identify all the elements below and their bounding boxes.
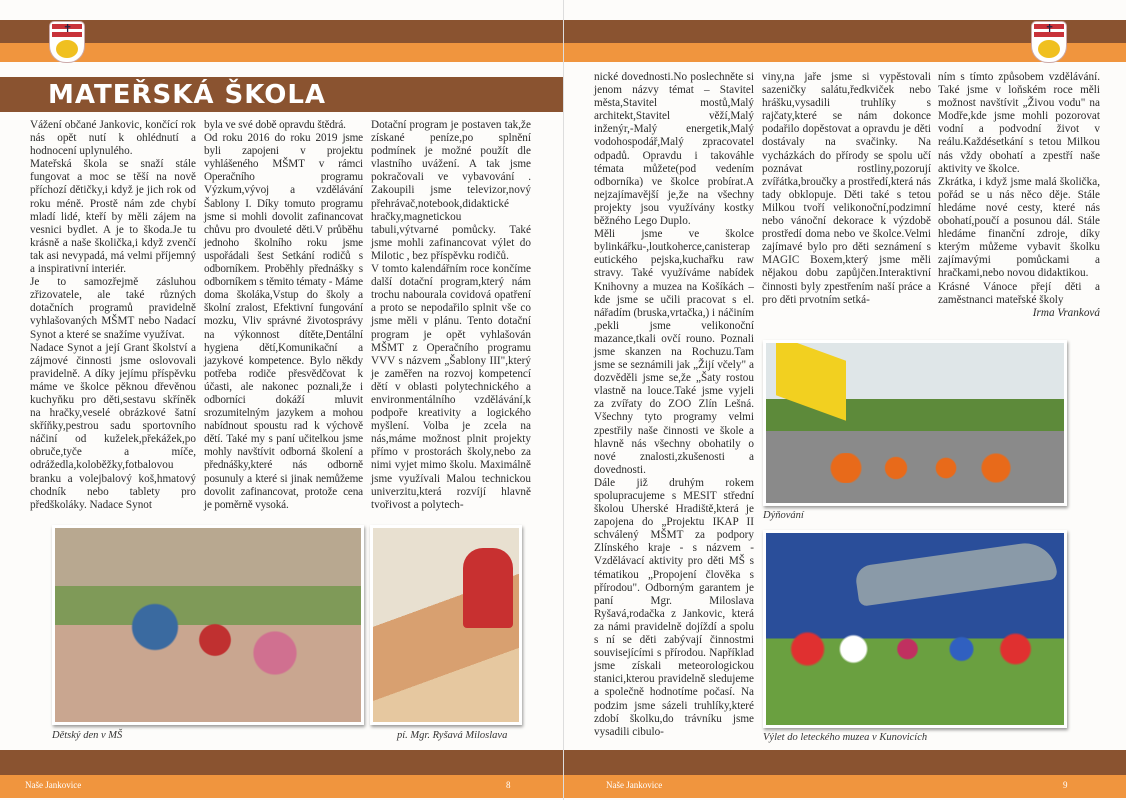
article-column-5 bbox=[762, 71, 931, 307]
paragraph: nické dovednosti.No poslechněte si jenom názvy témat – Stavitel města,Stavitel mostů,Malý architekt,Stavitel věží,Malý inženýr,-Malý energetik,Malý vodohospodář,Malý zpracovatel odpadů. Opravdu i takováhle témata můžete(pod vedením odborníka) ve školce probírat.A nejzajímavější je,že na všechny projekty jsou využívány kostky běžného Lego Duplo. bbox=[594, 71, 754, 228]
author-signature: Irma Vranková bbox=[1032, 306, 1100, 319]
photo-aviation-museum bbox=[763, 530, 1067, 728]
paragraph: Je to samozřejmě zásluhou zřizovatele, ale také různých dotačních programů pravidelně vyhlašovaných MŠMT nebo Nadací Synot a které se snažíme využívat. bbox=[30, 276, 196, 341]
article-column-2 bbox=[204, 119, 363, 512]
paragraph: Zkrátka, i když jsme malá školička, pořád se u nás něco děje. Stále hledáme nové cesty, které nás obohatí,poučí a posunou dál. Stále hledáme finanční zdroje, díky kterým můžeme vybavit školku zajímavými pomůckami a hračkami,nebo novou didaktikou. bbox=[938, 175, 1100, 280]
paragraph: Vážení občané Jankovic, končící rok nás opět nutí k ohlédnutí a hodnocení uplynulého. bbox=[30, 119, 196, 158]
page-number: 8 bbox=[506, 780, 511, 790]
footer-band-brown bbox=[0, 750, 563, 775]
photo-caption: Dýňování bbox=[763, 510, 804, 521]
paragraph: viny,na jaře jsme si vypěstovali sazeničky salátu,ředkviček nebo hrášku,vysadili truhlíky s rajčaty,které se nám dokonce podařilo dopěstovat a opravdu je děti dostávaly na svačinky. Na vycházkách do přírody se spolu učí poznávat rostliny,pozorují zvířátka,broučky a prostředí,která nás tady obklopuje. Děti také s tetou Milkou tvoří velikonoční,podzimní nebo vánoční dekorace k výzdobě prostředí doma nebo ve školce.Velmi zajímavé bylo pro děti seznámení s MAGIC Boxem,který jsme měli nějakou dobu zapůjčen.Interaktivní činnosti byly zpestřením naší práce a pro děti prvotním setká- bbox=[762, 71, 931, 306]
paragraph: Mateřská škola se snaží stále fungovat a moc se těší na nově příchozí dětičky,i když je jich rok od roku méně. Prostě nám zde chybí mladí lidé, kteří by měli zájem na vesnici bydlet. A je to škoda.Je tu krásně a naše školička,i když zvenčí tak asi nevypadá, má velmi příjemný a inspirativní interiér. bbox=[30, 158, 196, 276]
photo-caption: Dětský den v MŠ bbox=[52, 730, 123, 741]
photo-childrens-day bbox=[52, 525, 364, 725]
paragraph: Nadace Synot a její Grant školství a zájmové činnosti jsme oslovovali pravidelně. A díky jejímu příspěvku máme ve školce pěknou dřevěnou kuchyňku pro děti,sestavu skříněk na hračky,veselé obrázkové šatní skříňky,pestrou sadu sportovního náčiní od kuželek,překážek,po obruče,tyče a míče, odrážedla,koloběžky,fotbalovou branku a volejbalový koš,hmatový chodník nebo tablety pro předškoláky. Nadace Synot bbox=[30, 341, 196, 511]
photo-caption: Výlet do leteckého muzea v Kunovicích bbox=[763, 732, 928, 743]
article-column-6 bbox=[938, 71, 1100, 320]
page-title: MATEŘSKÁ ŠKOLA bbox=[48, 80, 327, 110]
paragraph: byla ve své době opravdu štědrá. bbox=[204, 119, 346, 131]
page-9 bbox=[563, 0, 1126, 800]
paragraph: Měli jsme ve školce bylinkářku-,loutkoherce,canisterapeutického pejska,kuchařku raw stravy. Také využíváme nabídek Knihovny a muzea na Košíkách – kde jsme se učili pracovat s el. nářadím (bruska,vrtačka,) i náčiním ,pekli jsme velikonoční mazance,tkali ovčí rouno. Poznali jsme skanzen na Rochuzu.Tam jsme se seznámili jak „Žijí včely" a dozvěděli jsme se,že „Šaty rostou vlastně na louce.Také jsme vyjeli za zvířaty do ZOO Zlín Lešná. Všechny tyto programy velmi zpestřily naše činnosti ve škole a hlavně nás všechny obohatily o nové znalosti,zkušenosti a dovednosti. bbox=[594, 228, 754, 476]
paragraph: Od roku 2016 do roku 2019 jsme byli zapojeni v projektu vyhlášeného MŠMT v rámci Operačního programu Výzkum,vývoj a vzdělávání Šablony I. Díky tomuto programu jsme si mohli dovolit zafinancovat chůvu pro dvouleté děti.V průběhu jednoho školního roku jsme uspořádali šest Setkání rodičů s odborníkem. Proběhly přednášky s odborníkem s těmito tématy - Máme doma školáka,Vstup do školy a školní zralost, Efektivní fungování mozku, Vliv správné životosprávy na výkonnost dítěte,Dentální hygiena dětí,Komunikační a jazykové kompetence. Bylo někdy potřeba rodiče přesvědčovat k účasti, ale nakonec poznali,že i odborníci dokáží mluvit srozumitelným jazykem a mohou nabídnout spoustu rad k výchově dětí. Také my s paní učitelkou jsme mohly navštívit odborná školení a přednášky,které nás odborně posunuly a které si jinak nemůžeme dovolit zafinancovat, protože cena je poměrně vysoká. bbox=[204, 132, 363, 511]
paragraph: V tomto kalendářním roce končíme další dotační program,který nám trochu nabourala covidová opatření a proto se nepodařilo splnit vše co jsme měli v plánu. Tento dotační program je opět vyhlašován MŠMT z Operačního programu VVV s názvem „Šablony III",který je zaměřen na rozvoj kompetencí dětí v oblasti polytechnického a environmentálního vzdělávání,k podpoře kreativity a logického myšlení. Volba je zcela na nás,máme možnost plnit projekty přímo v prostorách školy,nebo za nimi vyjet mimo školu. Maximálně jsme využívali Malou technickou univerzitu,která rozvíjí hlavně tvořivost a polytech- bbox=[371, 263, 531, 511]
paragraph: Krásné Vánoce přejí děti a zaměstnanci mateřské školy bbox=[938, 280, 1100, 306]
magazine-name: Naše Jankovice bbox=[606, 780, 663, 790]
photo-workshop bbox=[370, 525, 522, 725]
coat-of-arms-logo bbox=[50, 22, 84, 62]
article-column-1 bbox=[30, 119, 196, 512]
header-band-brown bbox=[0, 20, 563, 43]
photo-pumpkins bbox=[763, 340, 1067, 506]
photo-caption: pí. Mgr. Ryšavá Miloslava bbox=[397, 730, 508, 741]
footer-band-orange bbox=[0, 775, 563, 798]
page-number: 9 bbox=[1063, 780, 1068, 790]
footer-band-brown bbox=[564, 750, 1126, 775]
magazine-name: Naše Jankovice bbox=[25, 780, 82, 790]
article-column-4 bbox=[594, 71, 754, 739]
paragraph: ním s tímto způsobem vzdělávání. Také jsme v loňském roce měli možnost navštívit „Živou vodu" na Modře,kde jsme mohli pozorovat vodní a podvodní život v reálu.Každésetkání s tetou Milkou nás vždy obohatí a zpestří naše aktivity ve školce. bbox=[938, 71, 1100, 175]
coat-of-arms-logo bbox=[1032, 22, 1066, 62]
header-band-orange bbox=[0, 43, 563, 62]
paragraph: Dále již druhým rokem spolupracujeme s MESIT střední školou Uherské Hradiště,která je zapojena do „Projektu IKAP II schválený MŠMT za podpory Zlínského kraje - s názvem - Vzdělávací aktivity pro děti MŠ s tématikou „Propojení člověka s přírodou". Odborným garantem je paní Mgr. Miloslava Ryšavá,rodačka z Jankovic, která za námi pravidelně dojíždí a spolu s ní se děti zabývají činnostmi souvisejícími s přírodou. Například jsme získali meteorologickou stanici,kterou pravidelně sledujeme a společně hodnotíme počasí. Na podzim jsme sázeli truhlíky,které zdobí školku,do trávníku jsme vysadili cibulo- bbox=[594, 476, 754, 738]
paragraph: Dotační program je postaven tak,že získané peníze,po splnění podmínek je možné použít dle vlastního uvážení. A tak jsme pokračovali ve vybavování . Zakoupili jsme televizor,nový přehrávač,notebook,didaktické hračky,magnetickou tabuli,výtvarné pomůcky. Také jsme mohli zafinancovat výlet do Milotic , bez příspěvku rodičů. bbox=[371, 119, 531, 262]
article-column-3 bbox=[371, 119, 531, 512]
